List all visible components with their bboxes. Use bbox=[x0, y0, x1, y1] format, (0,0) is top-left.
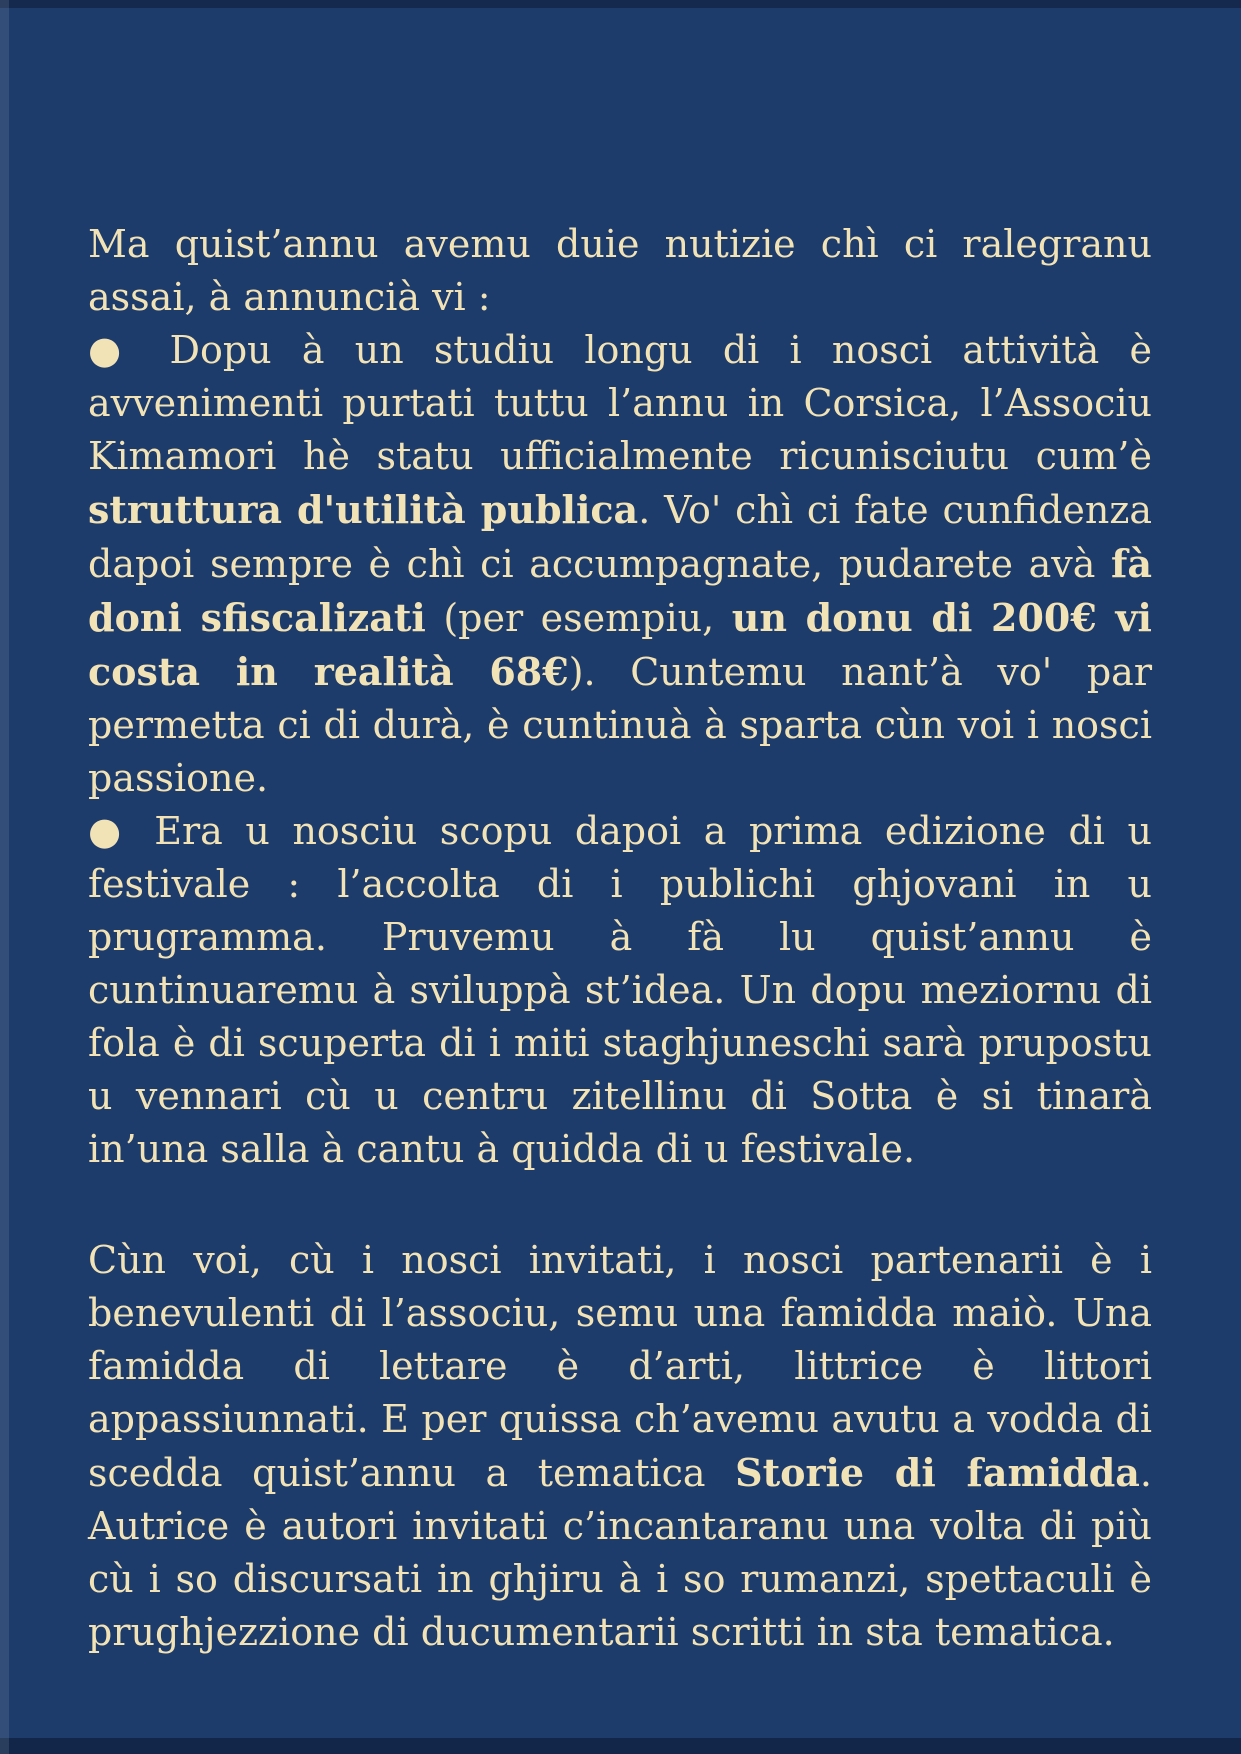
bullet-item-recognition-run: un donu di 200€ vi costa in realità 68€ bbox=[88, 595, 1152, 694]
paragraph-family-theme-run: . Autrice è autori invitati c’incantaranu una volta di più cù i so discursati in ghjiru à i so rumanzi, spettaculi è prughjezzione di ducumentarii scritti in sta tematica. bbox=[88, 1451, 1152, 1654]
paragraph-family-theme-run: Cùn voi, cù i nosci invitati, i nosci partenarii è i benevulenti di l’associu, semu una famidda maiò. Una famidda di lettare è d’arti, littrice è littori appassiunnati. E per quissa ch’avemu avutu a vodda di scedda quist’annu a tematica bbox=[88, 1238, 1152, 1495]
bullet-item-recognition-run: struttura d'utilità publica bbox=[88, 487, 639, 532]
bullet-item-recognition bbox=[88, 324, 1152, 805]
paragraph-intro bbox=[88, 218, 1152, 324]
bullet-item-festival-run: ● Era u nosciu scopu dapoi a prima edizione di u festivale : l’accolta di i publichi ghjovani in u prugramma. Pruvemu à fà lu quist’annu è cuntinuaremu à sviluppà st’idea. Un dopu meziornu di fola è di scuperta di i miti staghjuneschi sarà prupostu u vennari cù u centru zitellinu di Sotta è si tinarà in’una salla à cantu à quidda di u festivale. bbox=[88, 809, 1152, 1171]
bullet-item-recognition-run: fà doni sfiscalizati bbox=[88, 541, 1152, 640]
bullet-item-recognition-run: (per esempiu, bbox=[425, 596, 732, 640]
bullet-item-festival bbox=[88, 805, 1152, 1176]
body-text-column bbox=[88, 218, 1152, 1659]
paragraph-family-theme-run: Storie di famidda bbox=[735, 1450, 1140, 1495]
paragraph-intro-run: Ma quist’annu avemu duie nutizie chì ci ralegranu assai, à annuncià vi : bbox=[88, 222, 1152, 319]
bullet-item-recognition-run: ). Cuntemu nant’à vo' par permetta ci di durà, è cuntinuà à sparta cùn voi i nosci passione. bbox=[88, 650, 1152, 800]
bullet-item-recognition-run: . Vo' chì ci fate cunfidenza dapoi sempre è chì ci accumpagnate, pudarete avà bbox=[88, 488, 1152, 586]
bullet-item-recognition-run: ● Dopu à un studiu longu di i nosci attività è avvenimenti purtati tuttu l’annu in Corsica, l’Associu Kimamori hè statu ufficialmente ricunisciutu cum’è bbox=[88, 328, 1152, 478]
paragraph-family-theme bbox=[88, 1234, 1152, 1659]
